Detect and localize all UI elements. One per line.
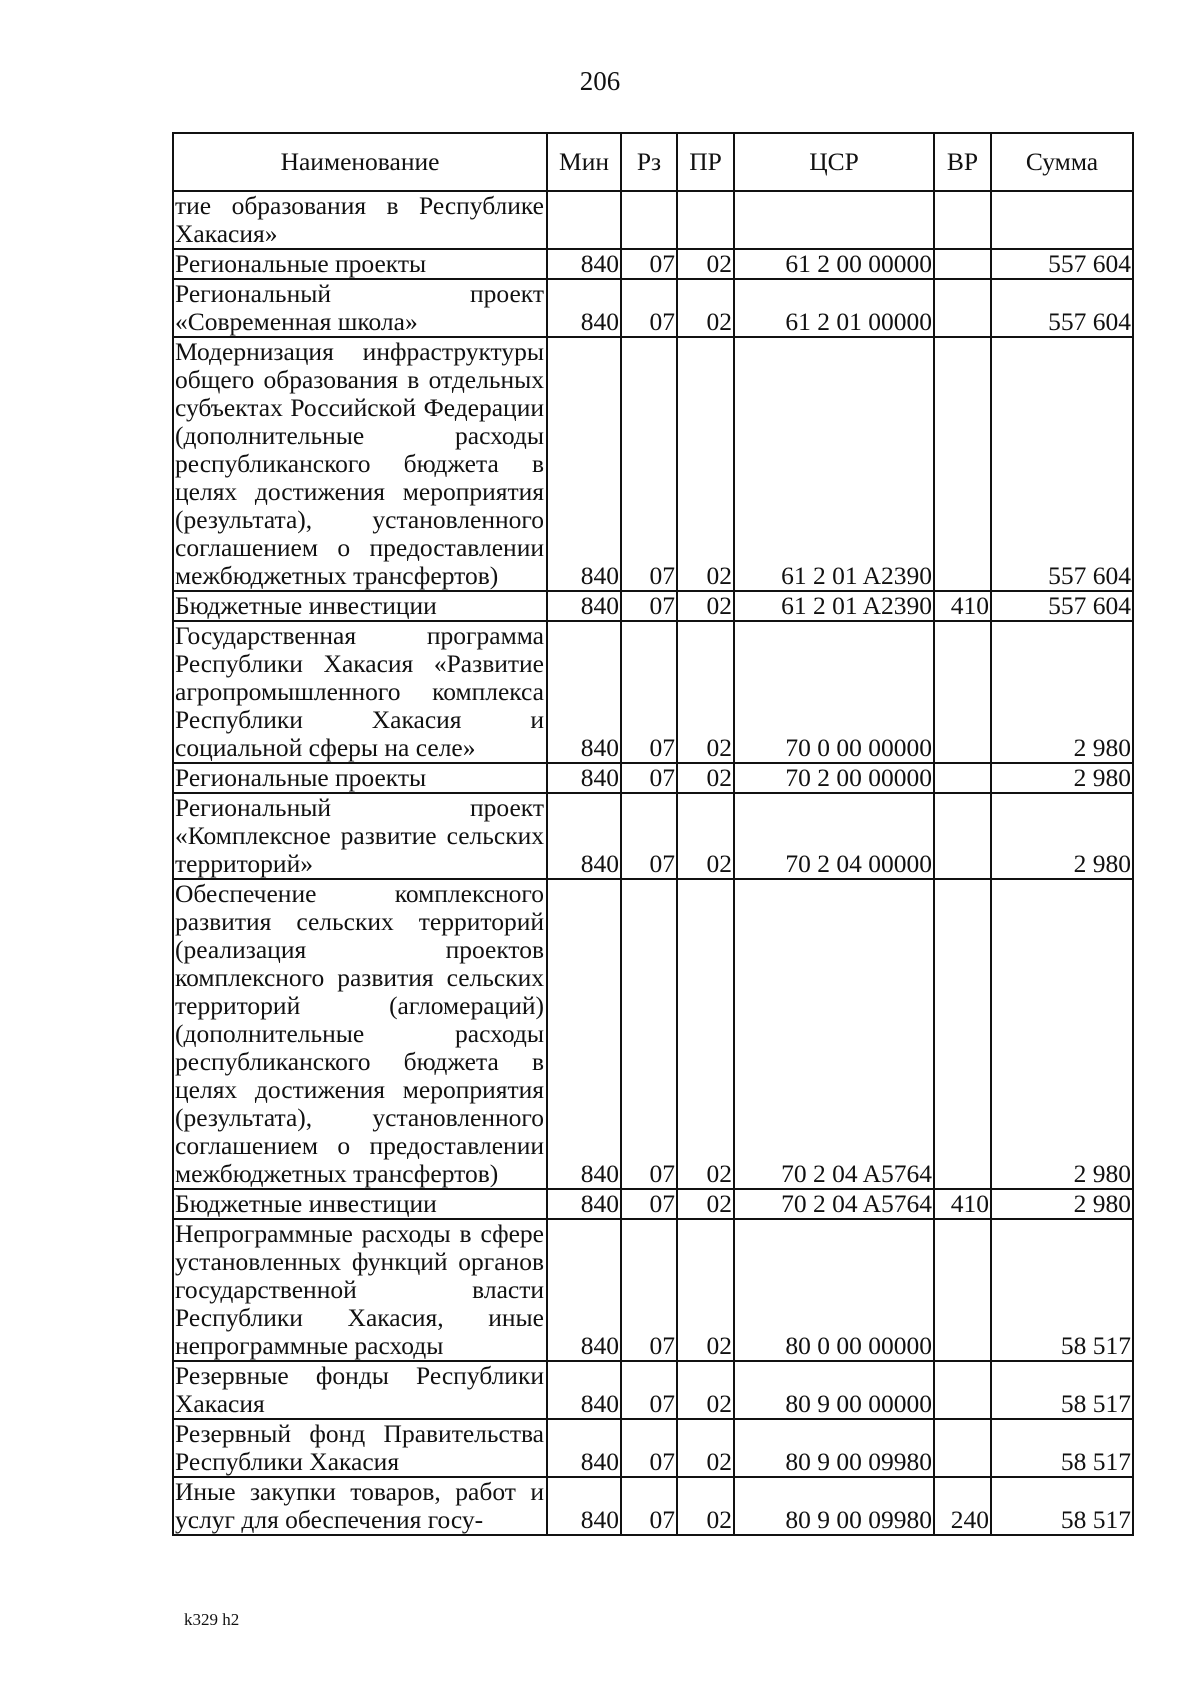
table-row (173, 337, 1133, 591)
cell-name: Региональные проекты (173, 249, 547, 279)
cell-min: 840 (547, 763, 621, 793)
cell-rz: 07 (621, 793, 677, 879)
cell-sum: 2 980 (991, 1189, 1133, 1219)
cell-pr: 02 (677, 763, 734, 793)
cell-pr: 02 (677, 1361, 734, 1419)
cell-sum: 58 517 (991, 1361, 1133, 1419)
cell-pr: 02 (677, 879, 734, 1189)
cell-min: 840 (547, 337, 621, 591)
header-csr: ЦСР (734, 133, 934, 191)
cell-vr (934, 763, 991, 793)
cell-csr: 70 2 04 A5764 (734, 879, 934, 1189)
table-row (173, 621, 1133, 763)
cell-rz: 07 (621, 879, 677, 1189)
cell-pr: 02 (677, 279, 734, 337)
cell-name: Бюджетные инвестиции (173, 591, 547, 621)
cell-vr (934, 879, 991, 1189)
cell-sum: 2 980 (991, 621, 1133, 763)
table-row (173, 279, 1133, 337)
cell-csr (734, 191, 934, 249)
cell-vr: 410 (934, 1189, 991, 1219)
cell-name: Обеспечение комплексного развития сельских территорий (реализация проектов комплексного развития сельских территорий (агломераций) (дополнительные расходы республиканского бюджета в целях достижения мероприятия (результата), установленного соглашением о предоставлении межбюджетных трансфертов) (173, 879, 547, 1189)
cell-sum (991, 191, 1133, 249)
cell-csr: 61 2 01 00000 (734, 279, 934, 337)
cell-pr: 02 (677, 249, 734, 279)
cell-name: Государственная программа Республики Хакасия «Развитие агропромышленного комплекса Республики Хакасия и социальной сферы на селе» (173, 621, 547, 763)
cell-rz: 07 (621, 249, 677, 279)
table-row (173, 1477, 1133, 1535)
header-rz: Рз (621, 133, 677, 191)
header-sum: Сумма (991, 133, 1133, 191)
cell-vr (934, 279, 991, 337)
cell-pr: 02 (677, 621, 734, 763)
cell-pr: 02 (677, 1477, 734, 1535)
cell-min (547, 191, 621, 249)
cell-name: Резервный фонд Правительства Республики Хакасия (173, 1419, 547, 1477)
cell-vr (934, 1419, 991, 1477)
cell-csr: 80 0 00 00000 (734, 1219, 934, 1361)
cell-min: 840 (547, 591, 621, 621)
cell-min: 840 (547, 1219, 621, 1361)
header-pr: ПР (677, 133, 734, 191)
cell-vr: 240 (934, 1477, 991, 1535)
header-min: Мин (547, 133, 621, 191)
cell-min: 840 (547, 249, 621, 279)
cell-csr: 61 2 01 A2390 (734, 337, 934, 591)
cell-rz: 07 (621, 591, 677, 621)
cell-name: Региональные проекты (173, 763, 547, 793)
page-number: 206 (579, 66, 621, 96)
table-row (173, 249, 1133, 279)
cell-rz: 07 (621, 1477, 677, 1535)
table-row (173, 1189, 1133, 1219)
cell-sum: 557 604 (991, 279, 1133, 337)
cell-pr: 02 (677, 337, 734, 591)
cell-csr: 70 0 00 00000 (734, 621, 934, 763)
cell-csr: 70 2 00 00000 (734, 763, 934, 793)
cell-name: Бюджетные инвестиции (173, 1189, 547, 1219)
cell-csr: 80 9 00 09980 (734, 1419, 934, 1477)
cell-sum: 58 517 (991, 1477, 1133, 1535)
table-row (173, 1219, 1133, 1361)
header-row (173, 133, 1133, 191)
cell-csr: 80 9 00 00000 (734, 1361, 934, 1419)
cell-csr: 80 9 00 09980 (734, 1477, 934, 1535)
cell-vr (934, 249, 991, 279)
cell-min: 840 (547, 1361, 621, 1419)
cell-vr (934, 1219, 991, 1361)
cell-rz: 07 (621, 279, 677, 337)
cell-sum: 2 980 (991, 763, 1133, 793)
cell-name: Иные закупки товаров, работ и услуг для обеспечения госу- (173, 1477, 547, 1535)
cell-vr (934, 191, 991, 249)
cell-pr: 02 (677, 591, 734, 621)
cell-min: 840 (547, 1189, 621, 1219)
cell-min: 840 (547, 279, 621, 337)
cell-rz: 07 (621, 1189, 677, 1219)
footer-code: k329 h2 (184, 1610, 240, 1629)
cell-sum: 557 604 (991, 249, 1133, 279)
cell-csr: 61 2 01 A2390 (734, 591, 934, 621)
cell-rz: 07 (621, 1361, 677, 1419)
cell-rz: 07 (621, 337, 677, 591)
cell-sum: 58 517 (991, 1219, 1133, 1361)
cell-csr: 70 2 04 A5764 (734, 1189, 934, 1219)
table-row (173, 591, 1133, 621)
cell-rz: 07 (621, 621, 677, 763)
cell-min: 840 (547, 793, 621, 879)
cell-pr: 02 (677, 1219, 734, 1361)
header-vr: ВР (934, 133, 991, 191)
cell-csr: 70 2 04 00000 (734, 793, 934, 879)
cell-rz: 07 (621, 1219, 677, 1361)
cell-vr (934, 337, 991, 591)
cell-pr (677, 191, 734, 249)
cell-name: Модернизация инфраструктуры общего образования в отдельных субъектах Российской Федерации (дополнительные расходы республиканского бюджета в целях достижения мероприятия (результата), установленного соглашением о предоставлении межбюджетных трансфертов) (173, 337, 547, 591)
cell-rz (621, 191, 677, 249)
table-row (173, 793, 1133, 879)
cell-csr: 61 2 00 00000 (734, 249, 934, 279)
cell-vr (934, 793, 991, 879)
cell-sum: 2 980 (991, 879, 1133, 1189)
cell-pr: 02 (677, 1419, 734, 1477)
table-row (173, 763, 1133, 793)
cell-name: Непрограммные расходы в сфере установленных функций органов государственной власти Республики Хакасия, иные непрограммные расходы (173, 1219, 547, 1361)
cell-rz: 07 (621, 1419, 677, 1477)
cell-name: тие образования в Республике Хакасия» (173, 191, 547, 249)
table-row (173, 1361, 1133, 1419)
cell-min: 840 (547, 1477, 621, 1535)
cell-sum: 557 604 (991, 591, 1133, 621)
budget-table (172, 132, 1134, 1536)
cell-rz: 07 (621, 763, 677, 793)
table-row (173, 191, 1133, 249)
table-row (173, 879, 1133, 1189)
cell-vr (934, 621, 991, 763)
cell-name: Резервные фонды Республики Хакасия (173, 1361, 547, 1419)
cell-name: Региональный проект «Современная школа» (173, 279, 547, 337)
cell-pr: 02 (677, 793, 734, 879)
cell-vr: 410 (934, 591, 991, 621)
cell-sum: 58 517 (991, 1419, 1133, 1477)
header-name: Наименование (173, 133, 547, 191)
table-row (173, 1419, 1133, 1477)
cell-min: 840 (547, 621, 621, 763)
cell-vr (934, 1361, 991, 1419)
cell-sum: 557 604 (991, 337, 1133, 591)
table-header (173, 133, 1133, 191)
cell-name: Региональный проект «Комплексное развитие сельских территорий» (173, 793, 547, 879)
cell-pr: 02 (677, 1189, 734, 1219)
cell-sum: 2 980 (991, 793, 1133, 879)
cell-min: 840 (547, 1419, 621, 1477)
cell-min: 840 (547, 879, 621, 1189)
table-body (173, 191, 1133, 1535)
